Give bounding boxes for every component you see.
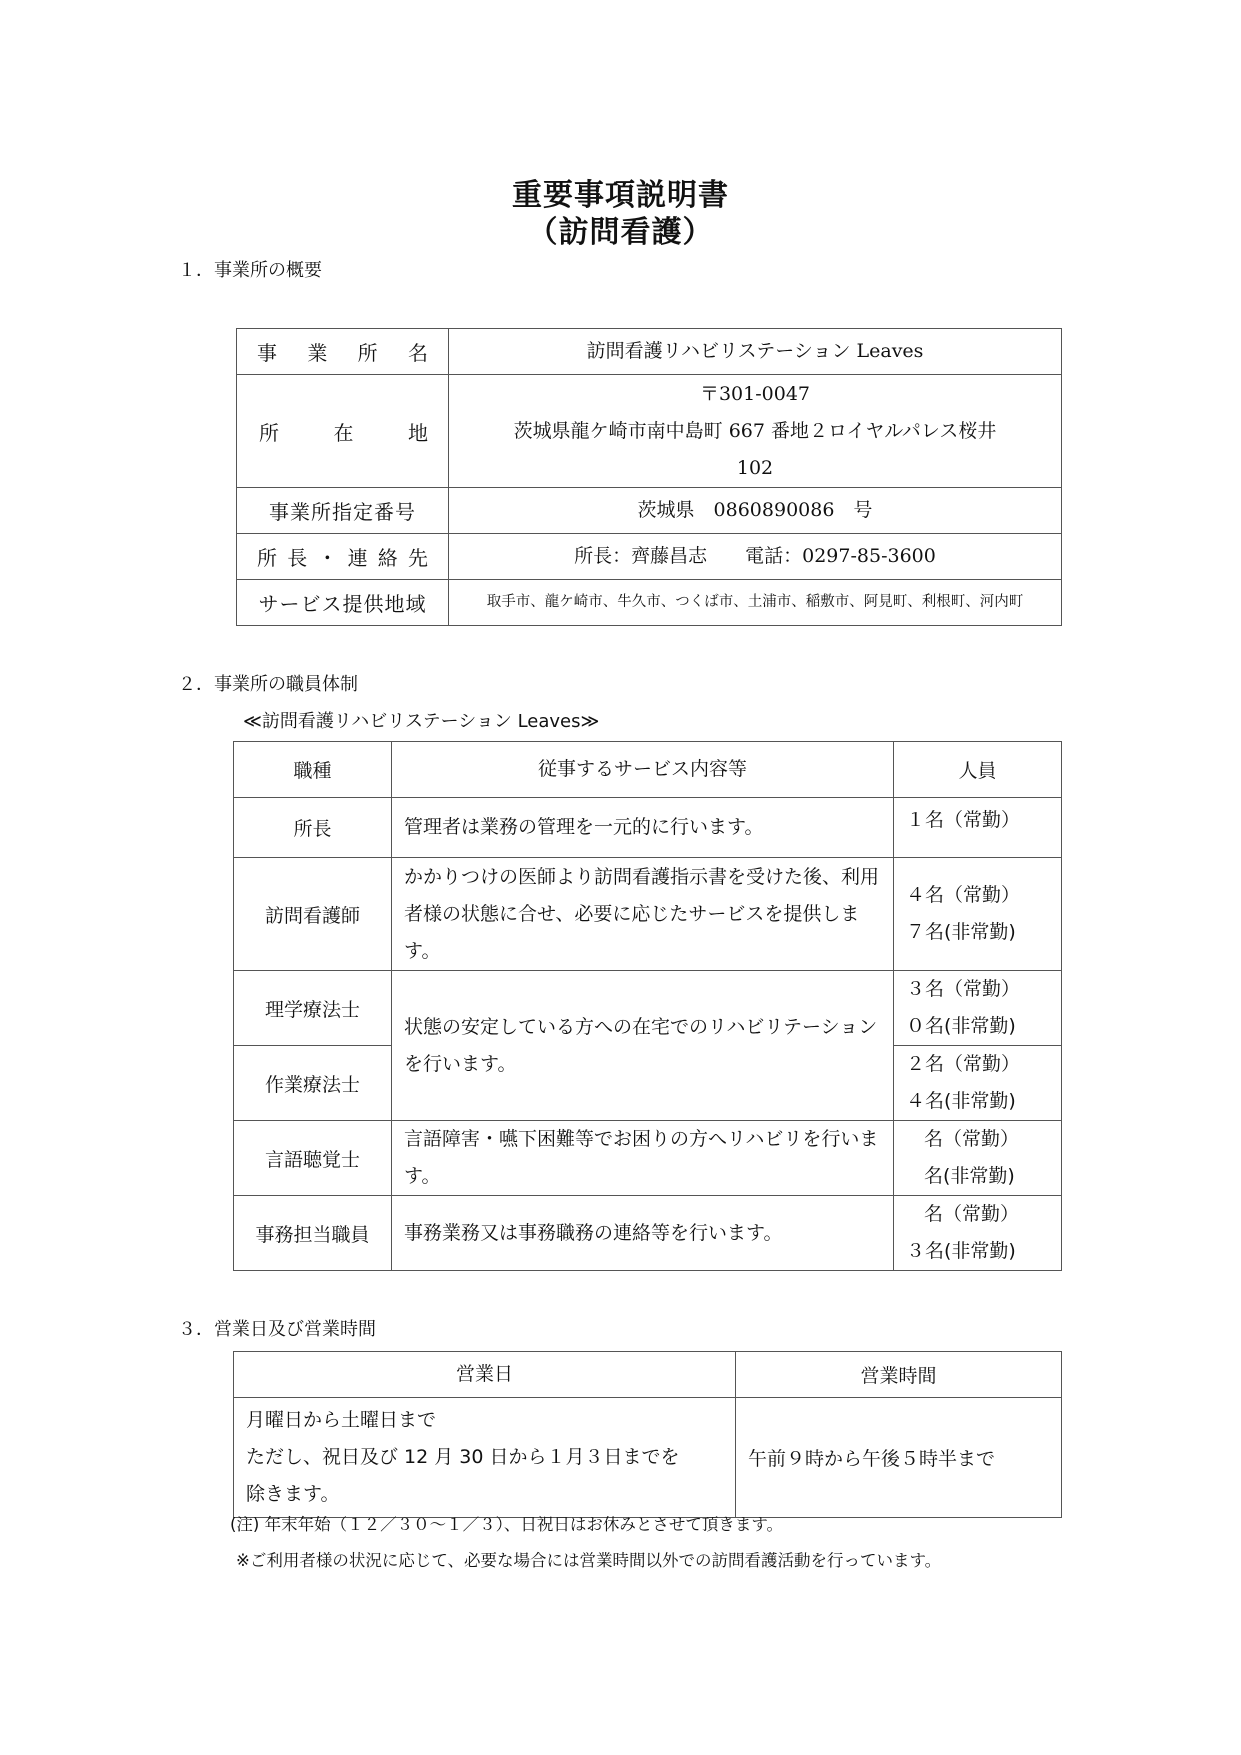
staff-parttime: ７名(非常勤) [906, 921, 1016, 943]
business-days-line: 除きます。 [246, 1483, 340, 1505]
role: 所長 [234, 798, 392, 858]
row-label: 所 在 地 [237, 375, 449, 488]
column-header: 従事するサービス内容等 [392, 742, 894, 798]
document-title: 重要事項説明書 [512, 178, 729, 213]
staff-parttime: ３名(非常勤) [906, 1240, 1016, 1262]
column-header: 職種 [234, 742, 392, 798]
role: 訪問看護師 [234, 858, 392, 971]
postal-code: 〒301-0047 [699, 382, 811, 405]
after-hours-remark: ※ご利用者様の状況に応じて、必要な場合には営業時間以外での訪問看護活動を行っています。 [236, 1551, 942, 1570]
staff-table [233, 741, 1062, 1271]
holiday-note: (注) 年末年始（１２／３０～１／３）、日祝日はお休みとさせて頂きます。 [230, 1515, 784, 1534]
table-row [237, 329, 1062, 375]
role-description: 管理者は業務の管理を一元的に行います。 [392, 798, 894, 858]
section-3-heading: ３．営業日及び営業時間 [178, 1319, 376, 1340]
staff-fulltime: ４名（常勤） [906, 884, 1021, 906]
row-label: サービス提供地域 [237, 580, 449, 626]
column-header: 営業時間 [736, 1352, 1062, 1398]
business-days-line: 月曜日から土曜日まで [246, 1409, 437, 1431]
role-description: 状態の安定している方への在宅でのリハビリテーションを行います。 [392, 971, 894, 1121]
address-line: 102 [736, 456, 774, 479]
role: 作業療法士 [234, 1046, 392, 1121]
document-subtitle: （訪問看護） [527, 215, 714, 250]
staff-count [894, 971, 1062, 1046]
table-row [234, 1196, 1062, 1271]
table-row [237, 375, 1062, 488]
staff-fulltime: ３名（常勤） [906, 978, 1021, 1000]
designation-number: 茨城県 0860890086 号 [449, 488, 1062, 534]
business-hours-table [233, 1351, 1062, 1518]
section-2-heading: ２．事業所の職員体制 [178, 674, 358, 695]
table-row [237, 534, 1062, 580]
office-overview-table [236, 328, 1062, 626]
table-header-row [234, 742, 1062, 798]
column-header: 人員 [894, 742, 1062, 798]
office-name: 訪問看護リハビリステーション Leaves [449, 329, 1062, 375]
table-row [234, 1398, 1062, 1518]
staff-fulltime: 名（常勤） [924, 1203, 1020, 1225]
table-row [234, 798, 1062, 858]
director-contact: 所長：齊藤昌志 電話：0297-85-3600 [449, 534, 1062, 580]
staff-fulltime: 名（常勤） [924, 1128, 1020, 1150]
table-row [234, 858, 1062, 971]
role: 理学療法士 [234, 971, 392, 1046]
staff-parttime: 名(非常勤) [924, 1165, 1015, 1187]
table-row [234, 1121, 1062, 1196]
office-address [449, 375, 1062, 488]
table-row [234, 971, 1062, 1046]
staff-count [894, 858, 1062, 971]
column-header: 営業日 [234, 1352, 736, 1398]
staff-count [894, 798, 1062, 858]
row-label: 事業所指定番号 [237, 488, 449, 534]
section-1-heading: １．事業所の概要 [178, 260, 322, 281]
role: 事務担当職員 [234, 1196, 392, 1271]
table-header-row [234, 1352, 1062, 1398]
address-line: 茨城県龍ケ崎市南中島町 667 番地２ロイヤルパレス桜井 [513, 419, 997, 442]
role-description: 言語障害・嚥下困難等でお困りの方へリハビリを行います。 [392, 1121, 894, 1196]
role-description: 事務業務又は事務職務の連絡等を行います。 [392, 1196, 894, 1271]
row-label: 所 長 ・ 連 絡 先 [237, 534, 449, 580]
section-2-subheading: ≪訪問看護リハビリステーション Leaves≫ [243, 711, 600, 732]
staff-count [894, 1121, 1062, 1196]
row-label: 事 業 所 名 [237, 329, 449, 375]
business-days-line: ただし、祝日及び 12 月 30 日から１月３日までを [246, 1446, 680, 1468]
table-row [237, 580, 1062, 626]
staff-parttime: ４名(非常勤) [906, 1090, 1016, 1112]
role: 言語聴覚士 [234, 1121, 392, 1196]
staff-count [894, 1196, 1062, 1271]
staff-count [894, 1046, 1062, 1121]
business-days [234, 1398, 736, 1518]
business-hours: 午前９時から午後５時半まで [736, 1398, 1062, 1518]
staff-parttime: ０名(非常勤) [906, 1015, 1016, 1037]
role-description: かかりつけの医師より訪問看護指示書を受けた後、利用者様の状態に合せ、必要に応じたサービスを提供します。 [392, 858, 894, 971]
table-row [237, 488, 1062, 534]
staff-fulltime: １名（常勤） [906, 809, 1021, 831]
staff-fulltime: ２名（常勤） [906, 1053, 1021, 1075]
service-area: 取手市、龍ケ崎市、牛久市、つくば市、土浦市、稲敷市、阿見町、利根町、河内町 [449, 580, 1062, 626]
